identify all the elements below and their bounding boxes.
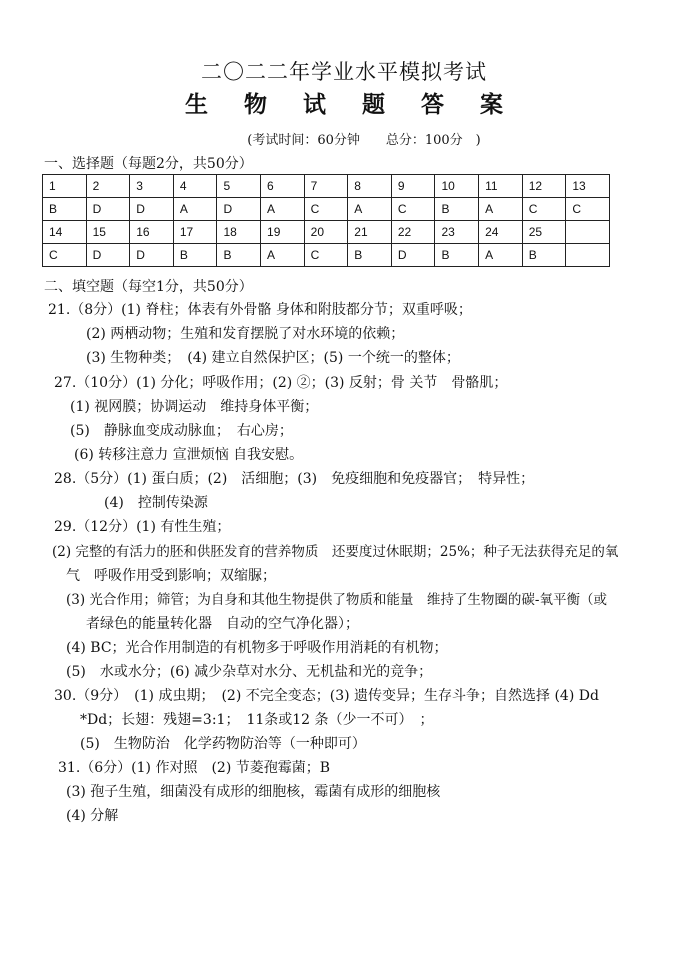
- answer-line-31: 31.（6分）(1) 作对照 (2) 节菱孢霉菌；B: [58, 760, 331, 776]
- table-cell: [566, 244, 610, 267]
- table-cell: B: [173, 244, 217, 267]
- table-cell: 5: [217, 175, 261, 198]
- table-cell: 12: [522, 175, 566, 198]
- table-cell: 9: [391, 175, 435, 198]
- table-cell: 21: [348, 221, 392, 244]
- table-cell: D: [130, 198, 174, 221]
- exam-info: (考试时间：60分钟 总分：100分 ): [247, 133, 481, 148]
- answer-line: (5) 水或水分；(6) 减少杂草对水分、无机盐和光的竞争；: [66, 664, 433, 680]
- table-cell: 18: [217, 221, 261, 244]
- answer-line: (1) 视网膜；协调运动 维持身体平衡；: [70, 399, 319, 415]
- table-cell: 3: [130, 175, 174, 198]
- table-cell: 17: [173, 221, 217, 244]
- table-cell: 6: [261, 175, 305, 198]
- table-cell: 24: [479, 221, 523, 244]
- table-cell: D: [217, 198, 261, 221]
- answer-line: (2) 两栖动物；生殖和发育摆脱了对水环境的依赖；: [86, 326, 405, 342]
- table-cell: C: [391, 198, 435, 221]
- section-1-heading: 一、选择题（每题2分，共50分）: [44, 156, 253, 172]
- document-title: 二〇二二年学业水平模拟考试: [201, 60, 487, 84]
- document-subtitle: 生 物 试 题 答 案: [184, 91, 518, 118]
- table-cell: C: [304, 244, 348, 267]
- answer-line-27: 27.（10分）(1) 分化；呼吸作用；(2) ②；(3) 反射；骨 关节 骨骼肌；: [54, 375, 508, 391]
- answer-line: (4) 分解: [66, 808, 119, 824]
- table-cell: 16: [130, 221, 174, 244]
- answer-line: 气 呼吸作用受到影响；双缩脲；: [66, 568, 276, 584]
- table-cell: B: [435, 244, 479, 267]
- answer-line-28: 28.（5分）(1) 蛋白质；(2) 活细胞；(3) 免疫细胞和免疫器官； 特异性；: [54, 471, 535, 487]
- table-cell: 15: [86, 221, 130, 244]
- table-cell: 13: [566, 175, 610, 198]
- table-cell: 10: [435, 175, 479, 198]
- table-row: [43, 198, 610, 221]
- table-cell: 23: [435, 221, 479, 244]
- answer-line: (5) 生物防治 化学药物防治等（一种即可）: [80, 736, 366, 752]
- table-cell: 4: [173, 175, 217, 198]
- table-cell: A: [261, 198, 305, 221]
- table-row: [43, 175, 610, 198]
- table-cell: 8: [348, 175, 392, 198]
- answer-line: (4) BC；光合作用制造的有机物多于呼吸作用消耗的有机物；: [66, 640, 448, 656]
- table-cell: A: [173, 198, 217, 221]
- answer-line: *Dd；长翅：残翅=3:1； 11条或12 条（少一不可） ；: [80, 712, 434, 728]
- table-row: [43, 244, 610, 267]
- table-cell: B: [522, 244, 566, 267]
- answer-line: (3) 孢子生殖，细菌没有成形的细胞核，霉菌有成形的细胞核: [66, 784, 441, 800]
- table-cell: [566, 221, 610, 244]
- answer-line: (6) 转移注意力 宣泄烦恼 自我安慰。: [74, 447, 304, 463]
- answer-line-30: 30.（9分） (1) 成虫期； (2) 不完全变态；(3) 遗传变异；生存斗争；自然选择 (4) Dd: [54, 688, 599, 704]
- table-cell: 19: [261, 221, 305, 244]
- table-cell: C: [566, 198, 610, 221]
- table-cell: D: [86, 198, 130, 221]
- table-cell: 7: [304, 175, 348, 198]
- answer-line: (3) 光合作用；筛管；为自身和其他生物提供了物质和能量 维持了生物圈的碳-氧平衡（或: [66, 592, 607, 608]
- table-cell: 25: [522, 221, 566, 244]
- table-cell: C: [43, 244, 87, 267]
- table-cell: C: [522, 198, 566, 221]
- table-cell: C: [304, 198, 348, 221]
- table-cell: A: [261, 244, 305, 267]
- table-cell: 20: [304, 221, 348, 244]
- answer-line: 者绿色的能量转化器 自动的空气净化器）；: [86, 616, 359, 632]
- table-cell: A: [348, 198, 392, 221]
- table-cell: B: [348, 244, 392, 267]
- table-cell: 14: [43, 221, 87, 244]
- table-cell: B: [43, 198, 87, 221]
- answer-line-21: 21.（8分）(1) 脊柱；体表有外骨骼 身体和附肢都分节；双重呼吸；: [48, 302, 472, 318]
- table-cell: 2: [86, 175, 130, 198]
- table-cell: 22: [391, 221, 435, 244]
- table-cell: B: [217, 244, 261, 267]
- table-cell: A: [479, 198, 523, 221]
- table-cell: 1: [43, 175, 87, 198]
- table-cell: D: [86, 244, 130, 267]
- answer-line: (4) 控制传染源: [104, 495, 208, 511]
- answer-line: (2) 完整的有活力的胚和供胚发育的营养物质 还要度过休眠期；25%；种子无法获得充足的氧: [52, 544, 619, 560]
- table-cell: D: [391, 244, 435, 267]
- answer-table: [42, 174, 610, 267]
- table-row: [43, 221, 610, 244]
- table-cell: 11: [479, 175, 523, 198]
- answer-line: (3) 生物种类； (4) 建立自然保护区；(5) 一个统一的整体；: [86, 350, 460, 366]
- answer-line-29: 29.（12分）(1) 有性生殖；: [54, 519, 231, 535]
- section-2-heading: 二、填空题（每空1分，共50分）: [44, 279, 253, 295]
- table-cell: D: [130, 244, 174, 267]
- table-cell: A: [479, 244, 523, 267]
- table-cell: B: [435, 198, 479, 221]
- answer-line: (5) 静脉血变成动脉血； 右心房；: [70, 423, 293, 439]
